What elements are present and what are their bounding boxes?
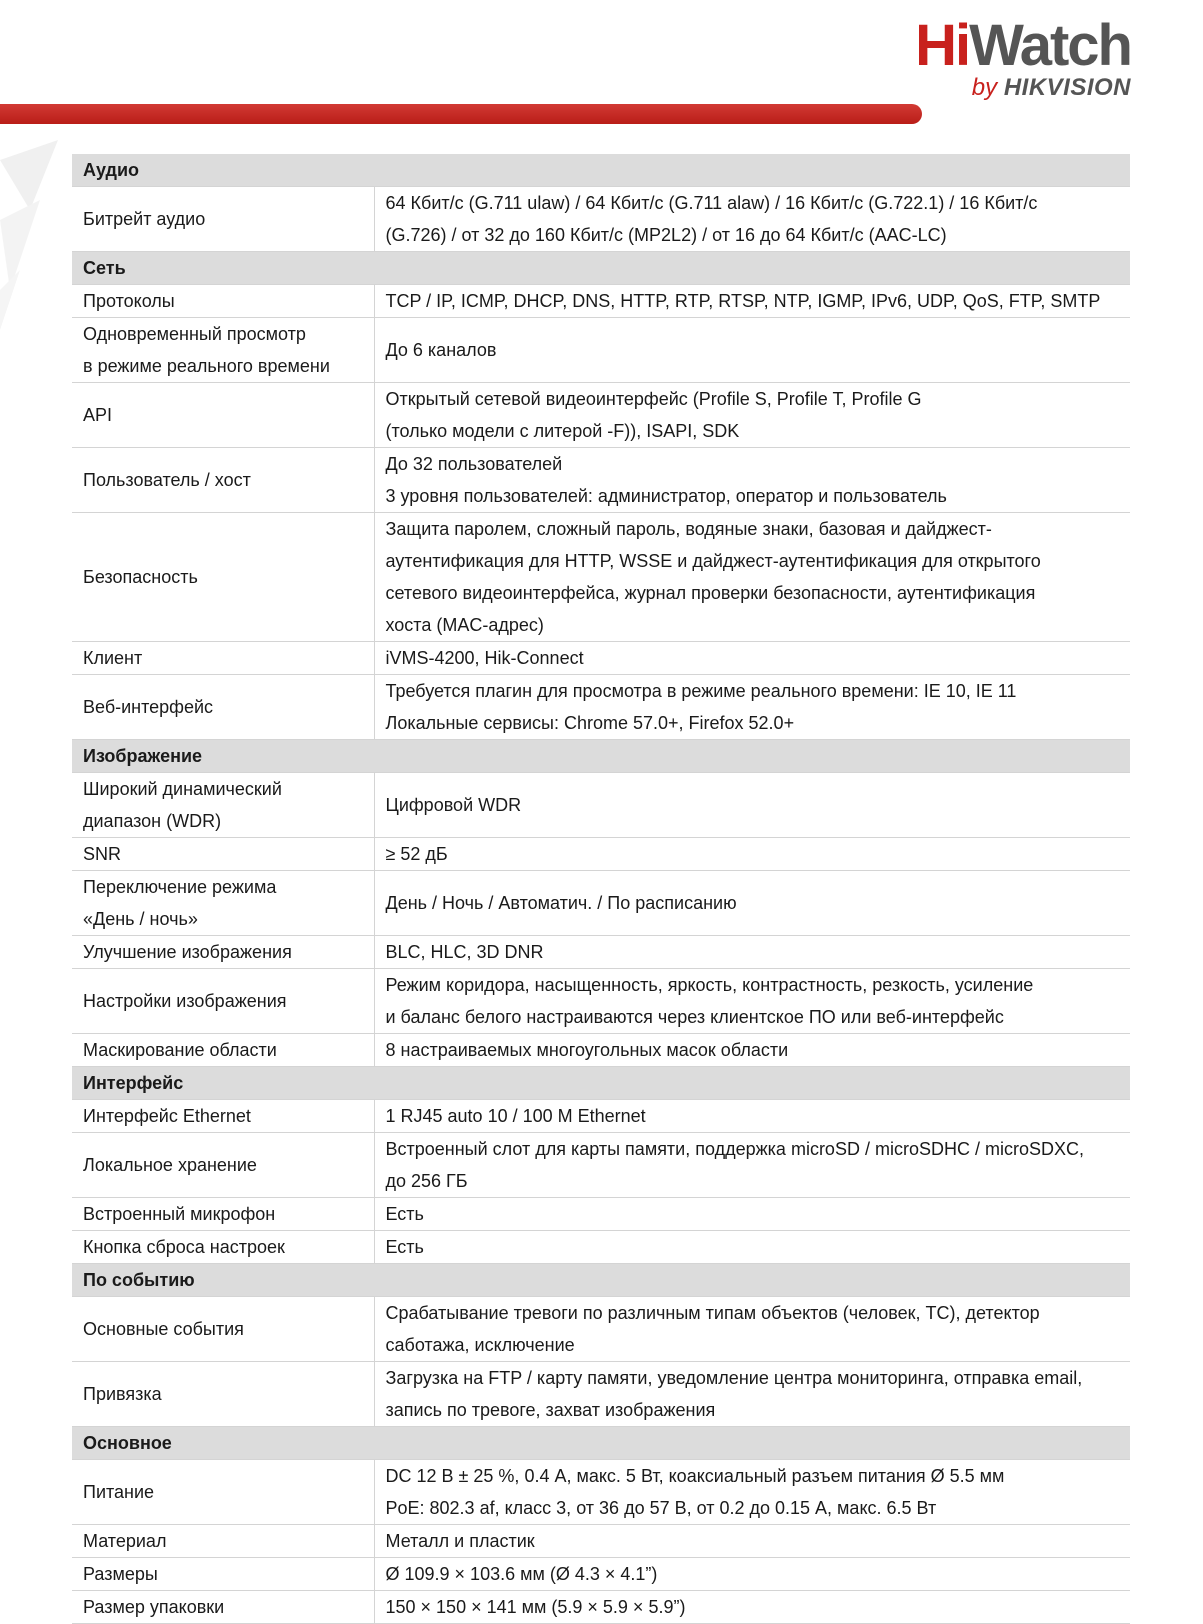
spec-label-line: Одновременный просмотр: [83, 324, 306, 344]
spec-value-line: PoE: 802.3 af, класс 3, от 36 до 57 В, от 0.2 до 0.15 А, макс. 6.5 Вт: [385, 1498, 937, 1518]
table-row: [72, 448, 1130, 513]
spec-label: [72, 1460, 374, 1525]
spec-label: [72, 969, 374, 1034]
spec-value: [374, 383, 1130, 448]
table-row: [72, 383, 1130, 448]
spec-value-line: запись по тревоге, захват изображения: [385, 1400, 716, 1420]
spec-label: [72, 1231, 374, 1264]
spec-value-line: До 6 каналов: [385, 340, 497, 360]
spec-label-line: в режиме реального времени: [83, 356, 330, 376]
spec-value-line: iVMS-4200, Hik-Connect: [385, 648, 584, 668]
spec-label-line: Настройки изображения: [83, 991, 287, 1011]
spec-label-line: Кнопка сброса настроек: [83, 1237, 285, 1257]
spec-value: [374, 838, 1130, 871]
spec-value-line: Ø 109.9 × 103.6 мм (Ø 4.3 × 4.1”): [385, 1564, 658, 1584]
spec-value-line: (только модели с литерой -F)), ISAPI, SDK: [385, 421, 740, 441]
spec-table: [72, 154, 1130, 1624]
spec-value: [374, 1198, 1130, 1231]
spec-value: [374, 871, 1130, 936]
logo-by: by: [971, 74, 998, 101]
spec-value-line: 8 настраиваемых многоугольных масок области: [385, 1040, 789, 1060]
spec-value-line: сетевого видеоинтерфейса, журнал проверки безопасности, аутентификация: [385, 583, 1036, 603]
spec-value-line: Встроенный слот для карты памяти, поддержка microSD / microSDHC / microSDXC,: [385, 1139, 1084, 1159]
spec-value-line: 3 уровня пользователей: администратор, оператор и пользователь: [385, 486, 947, 506]
spec-value-line: саботажа, исключение: [385, 1335, 575, 1355]
section-title: Аудио: [72, 154, 1130, 187]
spec-label: [72, 1297, 374, 1362]
spec-label: [72, 383, 374, 448]
spec-label-line: API: [83, 405, 113, 425]
section-title: Основное: [72, 1427, 1130, 1460]
spec-value: [374, 513, 1130, 642]
section-header: [72, 1427, 1130, 1460]
spec-value: [374, 1591, 1130, 1624]
table-row: [72, 1558, 1130, 1591]
spec-value: [374, 187, 1130, 252]
spec-value: [374, 936, 1130, 969]
spec-value: [374, 642, 1130, 675]
section-title: Сеть: [72, 252, 1130, 285]
spec-label-line: SNR: [83, 844, 122, 864]
spec-value-line: хоста (MAC-адрес): [385, 615, 544, 635]
section-header: [72, 1067, 1130, 1100]
spec-value: [374, 1034, 1130, 1067]
spec-value-line: 64 Кбит/с (G.711 ulaw) / 64 Кбит/с (G.711 alaw) / 16 Кбит/с (G.722.1) / 16 Кбит/с: [385, 193, 1038, 213]
spec-value: [374, 1525, 1130, 1558]
spec-value: [374, 1297, 1130, 1362]
table-row: [72, 1525, 1130, 1558]
spec-value: [374, 1231, 1130, 1264]
spec-value-line: Открытый сетевой видеоинтерфейс (Profile S, Profile T, Profile G: [385, 389, 922, 409]
logo-watch: Watch: [969, 13, 1131, 78]
spec-value: [374, 1100, 1130, 1133]
spec-label-line: Протоколы: [83, 291, 175, 311]
section-title: Интерфейс: [72, 1067, 1130, 1100]
spec-value-line: До 32 пользователей: [385, 454, 563, 474]
spec-value-line: Есть: [385, 1237, 424, 1257]
spec-value-line: аутентификация для HTTP, WSSE и дайджест-аутентификация для открытого: [385, 551, 1041, 571]
spec-label: [72, 187, 374, 252]
spec-value-line: Локальные сервисы: Chrome 57.0+, Firefox 52.0+: [385, 713, 795, 733]
spec-label-line: Веб-интерфейс: [83, 697, 214, 717]
spec-value-line: TCP / IP, ICMP, DHCP, DNS, HTTP, RTP, RTSP, NTP, IGMP, IPv6, UDP, QoS, FTP, SMTP: [385, 291, 1101, 311]
section-header: [72, 154, 1130, 187]
hikvision-watermark-icon: [0, 140, 70, 330]
spec-value: [374, 1558, 1130, 1591]
table-row: [72, 1297, 1130, 1362]
spec-label: [72, 448, 374, 513]
spec-label: [72, 1558, 374, 1591]
table-row: [72, 838, 1130, 871]
spec-value-line: Цифровой WDR: [385, 795, 522, 815]
spec-label-line: Встроенный микрофон: [83, 1204, 276, 1224]
spec-label: [72, 1198, 374, 1231]
spec-table-body: [72, 154, 1130, 1624]
spec-label: [72, 871, 374, 936]
table-row: [72, 936, 1130, 969]
table-row: [72, 1133, 1130, 1198]
spec-label: [72, 318, 374, 383]
spec-label-line: «День / ночь»: [83, 909, 198, 929]
spec-label-line: Переключение режима: [83, 877, 277, 897]
table-row: [72, 1100, 1130, 1133]
table-row: [72, 969, 1130, 1034]
table-row: [72, 513, 1130, 642]
spec-value-line: ≥ 52 дБ: [385, 844, 448, 864]
table-row: [72, 642, 1130, 675]
spec-label-line: Материал: [83, 1531, 167, 1551]
spec-value-line: Режим коридора, насыщенность, яркость, контрастность, резкость, усиление: [385, 975, 1034, 995]
spec-value: [374, 969, 1130, 1034]
spec-value: [374, 1362, 1130, 1427]
spec-value-line: до 256 ГБ: [385, 1171, 468, 1191]
spec-label: [72, 1133, 374, 1198]
spec-label-line: Безопасность: [83, 567, 198, 587]
spec-label-line: Пользователь / хост: [83, 470, 251, 490]
table-row: [72, 1362, 1130, 1427]
spec-value-line: и баланс белого настраиваются через клиентское ПО или веб-интерфейс: [385, 1007, 1004, 1027]
spec-value-line: Загрузка на FTP / карту памяти, уведомление центра мониторинга, отправка email,: [385, 1368, 1083, 1388]
spec-label: [72, 936, 374, 969]
spec-value: [374, 318, 1130, 383]
table-row: [72, 1198, 1130, 1231]
section-header: [72, 252, 1130, 285]
spec-value-line: 150 × 150 × 141 мм (5.9 × 5.9 × 5.9”): [385, 1597, 686, 1617]
spec-label-line: Широкий динамический: [83, 779, 282, 799]
spec-label-line: диапазон (WDR): [83, 811, 222, 831]
spec-value: [374, 675, 1130, 740]
spec-label: [72, 773, 374, 838]
header-red-bar: [0, 104, 922, 124]
spec-value-line: DC 12 В ± 25 %, 0.4 А, макс. 5 Вт, коаксиальный разъем питания Ø 5.5 мм: [385, 1466, 1005, 1486]
table-row: [72, 871, 1130, 936]
spec-label: [72, 1525, 374, 1558]
section-header: [72, 740, 1130, 773]
spec-label-line: Размер упаковки: [83, 1597, 225, 1617]
spec-value-line: Металл и пластик: [385, 1531, 535, 1551]
spec-label: [72, 838, 374, 871]
table-row: [72, 1034, 1130, 1067]
spec-label-line: Основные события: [83, 1319, 244, 1339]
spec-label: [72, 1362, 374, 1427]
spec-label-line: Клиент: [83, 648, 143, 668]
spec-label-line: Улучшение изображения: [83, 942, 292, 962]
spec-value: [374, 1460, 1130, 1525]
section-title: Изображение: [72, 740, 1130, 773]
logo-hi: Hi: [915, 13, 970, 78]
spec-label: [72, 642, 374, 675]
spec-value-line: День / Ночь / Автоматич. / По расписанию: [385, 893, 737, 913]
spec-value: [374, 448, 1130, 513]
spec-label-line: Локальное хранение: [83, 1155, 257, 1175]
table-row: [72, 1231, 1130, 1264]
spec-label: [72, 285, 374, 318]
spec-label: [72, 513, 374, 642]
spec-label: [72, 1591, 374, 1624]
logo-tagline: [915, 74, 1131, 102]
table-row: [72, 1460, 1130, 1525]
spec-value-line: (G.726) / от 32 до 160 Кбит/с (MP2L2) / от 16 до 64 Кбит/с (AAC-LC): [385, 225, 947, 245]
spec-value: [374, 1133, 1130, 1198]
spec-value: [374, 285, 1130, 318]
spec-value-line: 1 RJ45 auto 10 / 100 M Ethernet: [385, 1106, 646, 1126]
table-row: [72, 318, 1130, 383]
spec-label-line: Питание: [83, 1482, 155, 1502]
table-row: [72, 285, 1130, 318]
spec-label-line: Битрейт аудио: [83, 209, 206, 229]
spec-value-line: BLC, HLC, 3D DNR: [385, 942, 544, 962]
spec-label: [72, 1100, 374, 1133]
section-header: [72, 1264, 1130, 1297]
table-row: [72, 675, 1130, 740]
section-title: По событию: [72, 1264, 1130, 1297]
spec-value-line: Срабатывание тревоги по различным типам объектов (человек, ТС), детектор: [385, 1303, 1040, 1323]
hiwatch-logo: [915, 14, 1131, 102]
logo-wordmark: [915, 14, 1131, 78]
table-row: [72, 187, 1130, 252]
spec-value: [374, 773, 1130, 838]
table-row: [72, 773, 1130, 838]
spec-label-line: Маскирование области: [83, 1040, 277, 1060]
spec-value-line: Есть: [385, 1204, 424, 1224]
spec-label-line: Размеры: [83, 1564, 158, 1584]
spec-label-line: Привязка: [83, 1384, 162, 1404]
spec-value-line: Защита паролем, сложный пароль, водяные знаки, базовая и дайджест-: [385, 519, 992, 539]
spec-value-line: Требуется плагин для просмотра в режиме реального времени: IE 10, IE 11: [385, 681, 1017, 701]
logo-brand: HIKVISION: [1003, 74, 1131, 101]
spec-label: [72, 675, 374, 740]
spec-label: [72, 1034, 374, 1067]
table-row: [72, 1591, 1130, 1624]
spec-label-line: Интерфейс Ethernet: [83, 1106, 251, 1126]
